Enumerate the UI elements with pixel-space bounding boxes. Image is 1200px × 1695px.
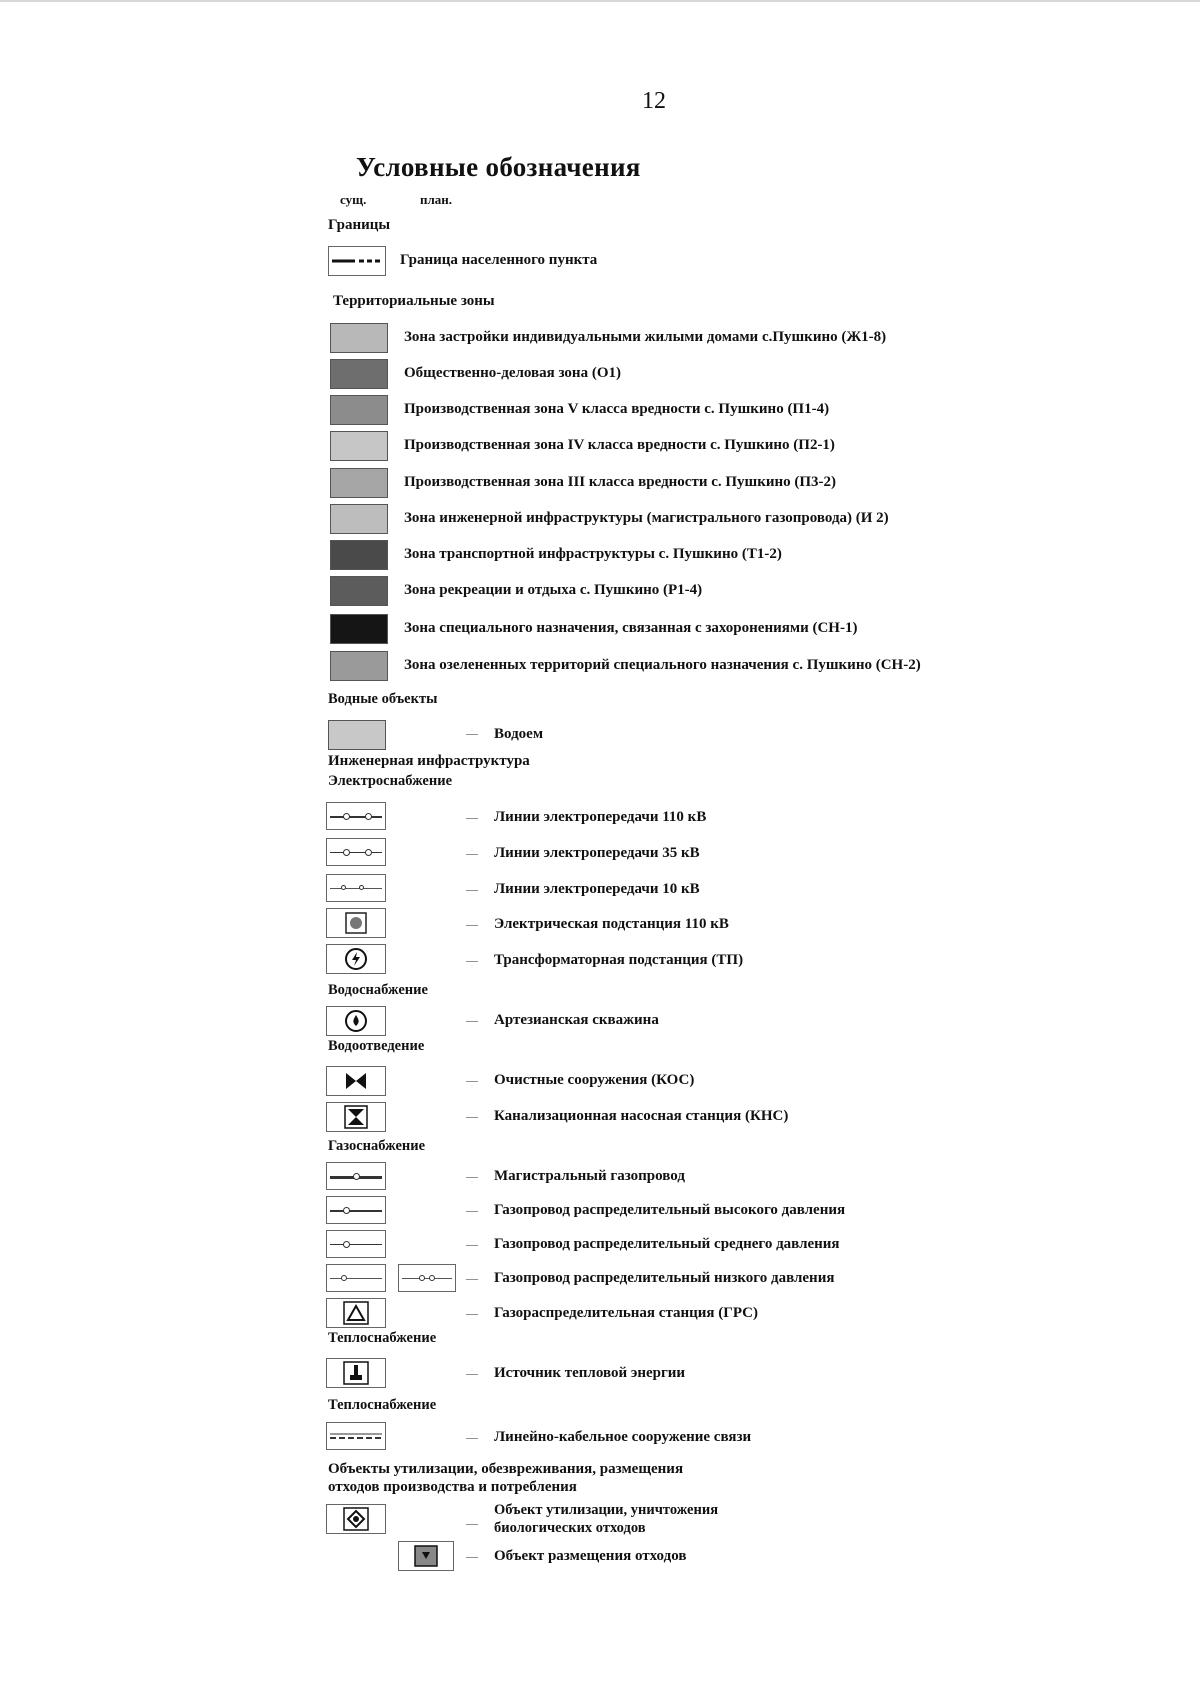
waste-heading-line1: Объекты утилизации, обезвреживания, размещения bbox=[328, 1461, 684, 1477]
pump-station-symbol bbox=[326, 1102, 386, 1132]
dash: — bbox=[466, 1013, 478, 1027]
waste-placement-symbol bbox=[398, 1541, 454, 1571]
gas-item-label: Газораспределительная станция (ГРС) bbox=[494, 1305, 759, 1321]
dash: — bbox=[466, 846, 478, 860]
zone-label: Производственная зона V класса вредности с. Пушкино (П1-4) bbox=[404, 401, 830, 417]
power-line-10-symbol bbox=[326, 874, 386, 902]
artesian-well-label: Артезианская скважина bbox=[494, 1012, 659, 1028]
dash: — bbox=[466, 1430, 478, 1444]
water-objects-heading: Водные объекты bbox=[328, 691, 438, 707]
zone-label: Общественно-деловая зона (О1) bbox=[404, 365, 621, 381]
zone-swatch bbox=[330, 614, 388, 644]
dash: — bbox=[466, 810, 478, 824]
power-line-110-symbol bbox=[326, 802, 386, 830]
treatment-plant-label: Очистные сооружения (КОС) bbox=[494, 1072, 695, 1088]
cable-line-symbol bbox=[326, 1422, 386, 1450]
electric-item-label: Линии электропередачи 110 кВ bbox=[494, 809, 707, 825]
zone-swatch bbox=[330, 576, 388, 606]
power-line-35-symbol bbox=[326, 838, 386, 866]
electric-item-label: Трансформаторная подстанция (ТП) bbox=[494, 952, 744, 968]
gas-item-label: Газопровод распределительный высокого давления bbox=[494, 1202, 846, 1218]
electric-item-label: Линии электропередачи 10 кВ bbox=[494, 881, 700, 897]
heat-source-label: Источник тепловой энергии bbox=[494, 1365, 686, 1381]
boundary-symbol bbox=[328, 246, 386, 276]
dash: — bbox=[466, 726, 478, 740]
dash: — bbox=[466, 1073, 478, 1087]
electric-item-label: Электрическая подстанция 110 кВ bbox=[494, 916, 729, 932]
zone-swatch bbox=[330, 395, 388, 425]
dash: — bbox=[466, 1203, 478, 1217]
communications-heading: Теплоснабжение bbox=[328, 1397, 437, 1413]
dash: — bbox=[466, 1271, 478, 1285]
scan-top-edge bbox=[0, 0, 1200, 2]
substation-110-symbol bbox=[326, 908, 386, 938]
waste-placement-label: Объект размещения отходов bbox=[494, 1548, 687, 1564]
territorial-zones-heading: Территориальные зоны bbox=[333, 293, 495, 309]
legend-title: Условные обозначения bbox=[356, 152, 641, 182]
substation-icon bbox=[343, 911, 369, 935]
boundary-label: Граница населенного пункта bbox=[400, 252, 598, 268]
triangle-icon bbox=[342, 1300, 370, 1326]
zone-label: Зона застройки индивидуальными жилыми домами с.Пушкино (Ж1-8) bbox=[404, 329, 887, 345]
pump-station-label: Канализационная насосная станция (КНС) bbox=[494, 1108, 789, 1124]
zone-swatch bbox=[330, 359, 388, 389]
treatment-plant-symbol bbox=[326, 1066, 386, 1096]
zone-label: Зона озелененных территорий специального назначения с. Пушкино (СН-2) bbox=[404, 657, 921, 673]
planned-column-header: план. bbox=[420, 192, 453, 207]
heat-supply-heading: Теплоснабжение bbox=[328, 1330, 437, 1346]
zone-swatch bbox=[330, 651, 388, 681]
bowtie-icon bbox=[343, 1069, 369, 1093]
sewerage-heading: Водоотведение bbox=[328, 1038, 425, 1054]
dash: — bbox=[466, 917, 478, 931]
boundaries-heading: Границы bbox=[328, 217, 391, 233]
well-icon bbox=[343, 1008, 369, 1034]
gas-item-label: Газопровод распределительный среднего давления bbox=[494, 1236, 840, 1252]
dash: — bbox=[466, 1366, 478, 1380]
dash: — bbox=[466, 1516, 478, 1530]
gas-medium-pressure-symbol bbox=[326, 1230, 386, 1258]
zone-label: Производственная зона IV класса вредности с. Пушкино (П2-1) bbox=[404, 437, 835, 453]
zone-swatch bbox=[330, 431, 388, 461]
gas-item-label: Магистральный газопровод bbox=[494, 1168, 685, 1184]
waste-heading-line2: отходов производства и потребления bbox=[328, 1479, 577, 1495]
zone-swatch bbox=[330, 504, 388, 534]
water-supply-heading: Водоснабжение bbox=[328, 982, 428, 998]
bio-waste-facility-symbol bbox=[326, 1504, 386, 1534]
zone-swatch bbox=[330, 468, 388, 498]
gas-supply-heading: Газоснабжение bbox=[328, 1138, 426, 1154]
cable-line-icon bbox=[327, 1423, 385, 1449]
page-number: 12 bbox=[642, 88, 666, 114]
water-body-swatch bbox=[328, 720, 386, 750]
gas-low-pressure-existing-symbol bbox=[326, 1264, 386, 1292]
dash: — bbox=[466, 882, 478, 896]
cable-line-label: Линейно-кабельное сооружение связи bbox=[494, 1429, 752, 1445]
bio-waste-icon bbox=[342, 1506, 370, 1532]
zone-label: Зона инженерной инфраструктуры (магистрального газопровода) (И 2) bbox=[404, 510, 889, 526]
bio-waste-label-line1: Объект утилизации, уничтожения bbox=[494, 1502, 719, 1518]
gas-high-pressure-symbol bbox=[326, 1196, 386, 1224]
heat-source-icon bbox=[342, 1360, 370, 1386]
zone-swatch bbox=[330, 323, 388, 353]
gas-low-pressure-planned-symbol bbox=[398, 1264, 456, 1292]
bio-waste-label-line2: биологических отходов bbox=[494, 1520, 646, 1536]
artesian-well-symbol bbox=[326, 1006, 386, 1036]
water-body-label: Водоем bbox=[494, 726, 544, 742]
dash: — bbox=[466, 1549, 478, 1563]
hourglass-icon bbox=[343, 1104, 369, 1130]
zone-label: Производственная зона III класса вредности с. Пушкино (П3-2) bbox=[404, 474, 837, 490]
boundary-line-icon bbox=[329, 247, 385, 275]
electricity-heading: Электроснабжение bbox=[328, 773, 453, 789]
main-gas-pipeline-symbol bbox=[326, 1162, 386, 1190]
engineering-heading: Инженерная инфраструктура bbox=[328, 753, 530, 769]
zone-label: Зона рекреации и отдыха с. Пушкино (Р1-4) bbox=[404, 582, 703, 598]
transformer-icon bbox=[343, 946, 369, 972]
waste-placement-icon bbox=[412, 1543, 440, 1569]
zone-swatch bbox=[330, 540, 388, 570]
dash: — bbox=[466, 1109, 478, 1123]
dash: — bbox=[466, 1306, 478, 1320]
zone-label: Зона специального назначения, связанная с захоронениями (СН-1) bbox=[404, 620, 858, 636]
dash: — bbox=[466, 1237, 478, 1251]
electric-item-label: Линии электропередачи 35 кВ bbox=[494, 845, 700, 861]
existing-column-header: сущ. bbox=[340, 192, 367, 207]
transformer-substation-symbol bbox=[326, 944, 386, 974]
gas-item-label: Газопровод распределительный низкого давления bbox=[494, 1270, 835, 1286]
dash: — bbox=[466, 1169, 478, 1183]
dash: — bbox=[466, 953, 478, 967]
zone-label: Зона транспортной инфраструктуры с. Пушкино (Т1-2) bbox=[404, 546, 782, 562]
heat-source-symbol bbox=[326, 1358, 386, 1388]
gas-distribution-station-symbol bbox=[326, 1298, 386, 1328]
